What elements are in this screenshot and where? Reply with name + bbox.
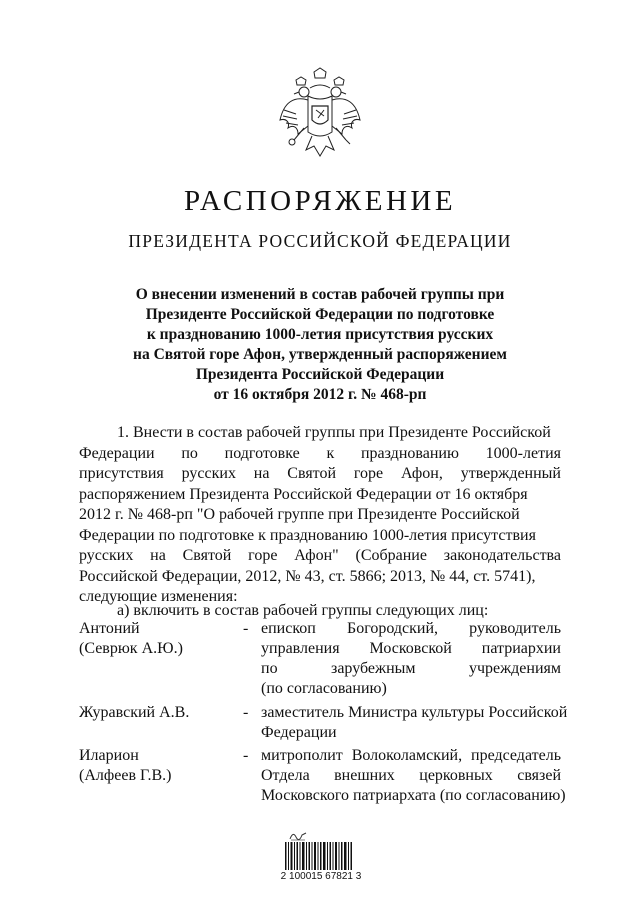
handwritten-mark-icon (288, 829, 308, 841)
paragraph-line: 1. Внести в состав рабочей группы при Президенте Российской (117, 424, 551, 441)
paragraph-line: Федерации по подготовке к празднованию 1000-летия (79, 444, 561, 462)
paragraph-line: распоряжением Президента Российской Федерации от 16 октября (79, 485, 528, 503)
member-role-line: Московского патриархата (по согласованию) (261, 787, 566, 804)
member-role (261, 746, 566, 806)
coat-of-arms-icon (274, 66, 366, 166)
member-name-line: (Севрюк А.Ю.) (79, 640, 183, 657)
paragraph-line: русских на Святой горе Афон" (Собрание законодательства (79, 547, 561, 564)
member-name (79, 703, 239, 723)
member-name-line: Антоний (79, 620, 140, 637)
main-paragraph (79, 423, 561, 608)
paragraph-line: Федерации по подготовке к празднованию 1000-летия присутствия (79, 526, 536, 544)
heading-line: от 16 октября 2012 г. № 468-рп (213, 386, 427, 403)
member-name (79, 746, 239, 786)
member-role-line: управления Московской патриархии (261, 640, 561, 657)
heading-line: к празднованию 1000-летия присутствия русских (146, 326, 494, 343)
member-role-line: митрополит Волоколамский, председатель (261, 747, 561, 764)
member-role-line: Федерации (261, 724, 337, 741)
subpoint-a: а) включить в состав рабочей группы следующих лиц: (117, 602, 489, 619)
member-dash: - (243, 704, 249, 721)
member-role (261, 619, 561, 699)
member-role-line: Отдела внешних церковных связей (261, 767, 561, 784)
document-heading (90, 285, 550, 405)
paragraph-line: 2012 г. № 468-рп "О рабочей группе при Президенте Российской (79, 506, 520, 523)
member-name-line: Иларион (79, 747, 139, 764)
document-title: РАСПОРЯЖЕНИЕ (183, 185, 457, 217)
barcode-number: 2 100015 67821 3 (280, 871, 362, 882)
member-name-line: Журавский А.В. (79, 704, 190, 721)
heading-line: Президента Российской Федерации (195, 366, 445, 383)
member-role-line: (по согласованию) (261, 680, 387, 697)
heading-line: Президенте Российской Федерации по подготовке (145, 306, 495, 323)
document-subtitle: ПРЕЗИДЕНТА РОССИЙСКОЙ ФЕДЕРАЦИИ (128, 231, 512, 251)
member-dash: - (243, 620, 249, 637)
paragraph-line: следующие изменения: (79, 588, 238, 605)
barcode-icon (285, 842, 353, 870)
paragraph-line: Российской Федерации, 2012, № 43, ст. 5866; 2013, № 44, ст. 5741), (79, 567, 536, 585)
heading-line: О внесении изменений в состав рабочей группы при (135, 286, 505, 303)
member-role (261, 703, 568, 743)
member-role-line: епископ Богородский, руководитель (261, 620, 561, 637)
member-name (79, 619, 239, 659)
paragraph-line: присутствия русских на Святой горе Афон, утвержденный (79, 465, 561, 482)
member-name-line: (Алфеев Г.В.) (79, 767, 172, 784)
member-role-line: по зарубежным учреждениям (261, 660, 561, 677)
heading-line: на Святой горе Афон, утвержденный распоряжением (133, 346, 507, 363)
member-dash: - (243, 747, 249, 764)
member-role-line: заместитель Министра культуры Российской (261, 704, 568, 721)
